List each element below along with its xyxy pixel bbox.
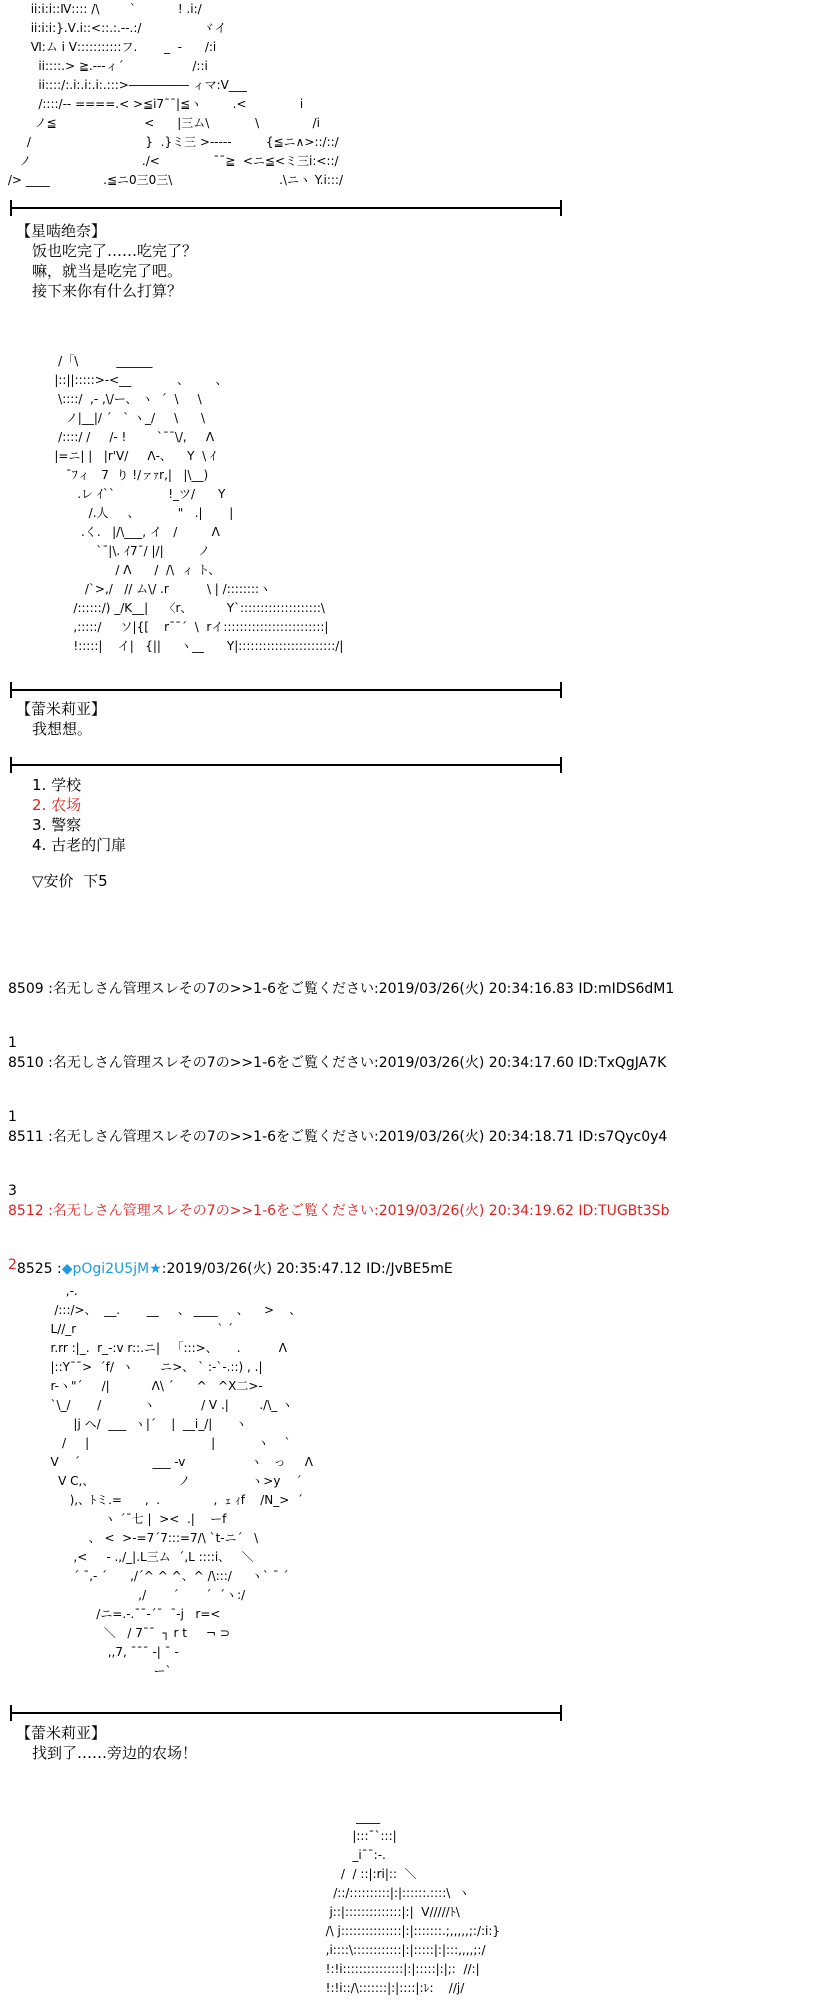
post-header: 8510 :名无しさん管理スレその7の>>1-6をご覧ください:2019/03/26(火) 20:34:17.60 ID:TxQgJA7K <box>8 1055 667 1071</box>
divider <box>10 1712 562 1714</box>
ascii-art-building: ____ |:::¯`:::| _i¯¯:-. / / ::|:ri|:: ＼ /::/::::::::::|:|::::::.::::\ ヽ j::|::::::::::::::|:| V/////ﾄ\ /\ j:::::::::::::::|:|:::::::.;,,,,,;:/:i:} ,i::::\::::::::::::|:|:::::|:|:::,,,,;:/ !:!i:::::::::::::::|:|:::::|:|;: //:| !:!i::/\:::::::|:|::::|:ﾚ: //j/ <box>325 1810 501 1995</box>
ascii-art-character-2: ,-. /:::/>、 __. __ 、 ____ 、 > 、 L//_r ` ´ r.rr :|_. r_-:v r::.ニ| 「:::>、 . Λ |::Y¯¯> ´f/ ヽ ニ>、 ` :-`-.::) , .| r-ヽ"´ /| Λ\ ´ ^ ^X二>- `\_/ / ヽ / V .| ./\_ ヽ |j ヘ/ ___ ヽ|´ | __i_/| ヽ / | | ヽ ` V ´ ___ -v ヽ っ Λ V C,、 ノ ヽ>y ´ ),、ﾄミ.= , . , ｪ ｨf /N_> ˊ ヽ ´¯七 | >< .| ーf 、 < >-=7´7:::=7/\ `t-ニ´ \ ,< ‐ .,/_|.L三ム ´,L ::::i、 ＼ ´ ¯,- ´ ,/´^ ^ ^、^ /\:::/ ヽ` ¯ ´ ,/ ´ ´ ´ヽ:/ /ニ=.-.¯¯-´¯ ¯-j r=< ＼ / 7¯¯ ┐ r t ¬ ⊃ ,,7, ¯¯¯ -| ¯ - ー` <box>50 1284 313 1678</box>
post-number: 8525 : <box>16 1261 62 1277</box>
post-body: 1 <box>8 1109 17 1125</box>
option-item-selected: 2. 农场 <box>32 796 82 814</box>
speaker-name: 【蕾米莉亚】 <box>16 1724 107 1742</box>
speaker-name: 【星啮绝奈】 <box>16 222 107 240</box>
vote-note: ▽安价 下5 <box>32 872 108 890</box>
ascii-art-top: ii:i:i::Ⅳ:::: /\ ` ! .i:/ ii:i:i:}.Ⅴ.i::<::.:.--.:/ ヾイ Ⅵ:ム i Ⅴ:::::::::::フ. _ - /:i ii::::.> ≧.---ィ´ /::i ii::::/:.i:.i:.i:.:::>――――― ィマ:Ⅴ___ /::::/-- ====.< >≦i7¯¯|≦ヽ .< i ノ≦ < |三ム\ \ /i / } .}ミ三 >----- {≦ニ∧>::/::/ ノ ./< ¯¯≧ <ニ≦<ミ三i:<::/ /> ____ .≦ニ0三0三\ .\ニヽ Y.i:::/ <box>7 2 344 187</box>
divider <box>10 764 562 766</box>
divider <box>10 207 562 209</box>
option-item: 1. 学校 <box>32 776 82 794</box>
option-item: 3. 警察 <box>32 816 82 834</box>
op-post-header <box>8 1242 453 1278</box>
post-body: 3 <box>8 1183 17 1199</box>
trip-code[interactable]: ◆pOgi2U5jM <box>61 1261 150 1277</box>
post-header: 8512 :名无しさん管理スレその7の>>1-6をご覧ください:2019/03/26(火) 20:34:19.62 ID:TUGBt3Sb <box>8 1203 670 1219</box>
post-header: 8511 :名无しさん管理スレその7の>>1-6をご覧ください:2019/03/26(火) 20:34:18.71 ID:s7Qyc0y4 <box>8 1129 668 1145</box>
speaker-name: 【蕾米莉亚】 <box>16 700 107 718</box>
dialogue-line: 找到了……旁边的农场！ <box>32 1744 198 1762</box>
ascii-art-character: /「\ ______ |::||:::::>-<__ 、 、 \::::/ ,- ,\/ー、 ヽ ´ \ \ ノ|__|/ ´ ` ヽ_/ \ \ /::::/ / /- ! `¯¯\/, Λ |=ニ| | |r'V/ Λ-、 Y \ ｲ ¯ﾌィ 7 り !/ァｧr,| |\__) .レ ｲ`` !_ツ/ Y /.人 、 " .| | .く. |/\___, イ / Λ `¯|\. ｲ7¯/ |/| ノ / Λ / /\ ィ ト、 /`>,/ // ム\/ .r \ | /::::::::ヽ /::::::/) _/K__| 〈r、 Y`::::::::::::::::::::\ ,:::::/ ソ|{[ r¯¯´ \ rイ:::::::::::::::::::::::::| !:::::| イ| {|| ヽ__ Y|::::::::::::::::::::::::/| <box>54 354 344 653</box>
option-item: 4. 古老的门扉 <box>32 836 127 854</box>
star-icon: ★ <box>149 1261 162 1277</box>
post-header: 8509 :名无しさん管理スレその7の>>1-6をご覧ください:2019/03/26(火) 20:34:16.83 ID:mIDS6dM1 <box>8 981 675 997</box>
dialogue-line: 我想想。 <box>32 720 93 738</box>
divider <box>10 689 562 691</box>
post-body: 1 <box>8 1035 17 1051</box>
dialogue-line: 接下来你有什么打算？ <box>32 282 183 300</box>
post-meta: :2019/03/26(火) 20:35:47.12 ID:/JvBE5mE <box>161 1261 453 1277</box>
dialogue-line: 嘛，就当是吃完了吧。 <box>32 262 183 280</box>
dialogue-line: 饭也吃完了……吃完了？ <box>32 242 198 260</box>
post-body: 2 <box>8 1257 17 1273</box>
